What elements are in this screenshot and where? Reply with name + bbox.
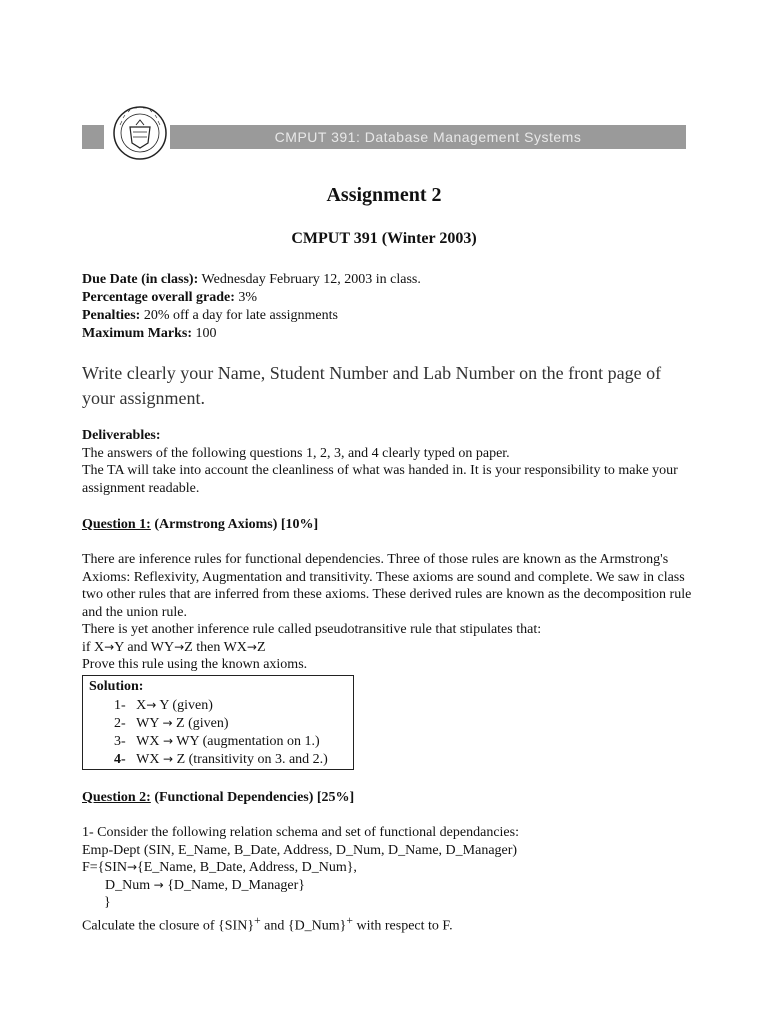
question-1-paragraph-2: There is yet another inference rule called pseudotransitive rule that stipulates that: bbox=[82, 622, 542, 637]
arrow-icon: → bbox=[163, 752, 174, 766]
assignment-meta bbox=[82, 271, 421, 343]
pseudotransitive-rule: if X→Y and WY→Z then WX→Z bbox=[82, 639, 266, 655]
question-1-title: (Armstrong Axioms) [10%] bbox=[150, 517, 319, 532]
solution-step-2: 2- WY → Z (given) bbox=[114, 716, 229, 731]
fd-close-brace: } bbox=[104, 895, 111, 910]
assignment-title: Assignment 2 bbox=[326, 184, 442, 206]
arrow-icon: → bbox=[174, 639, 185, 654]
deliverables-heading: Deliverables: bbox=[82, 428, 161, 443]
deliverables-line-1: The answers of the following questions 1, 2, 3, and 4 clearly typed on paper. bbox=[82, 445, 510, 461]
banner-left-block bbox=[82, 125, 104, 149]
arrow-icon: → bbox=[163, 734, 174, 748]
banner-main bbox=[170, 125, 686, 149]
instructions-note: Write clearly your Name, Student Number and Lab Number on the front page of your assignment. bbox=[82, 363, 662, 408]
question-2-body bbox=[82, 824, 702, 935]
solution-step-3: 3- WX → WY (augmentation on 1.) bbox=[114, 734, 320, 749]
solution-box bbox=[82, 675, 354, 770]
question-1-heading bbox=[82, 516, 702, 534]
question-2-intro: 1- Consider the following relation schema and set of functional dependancies: bbox=[82, 825, 519, 840]
deliverables-section bbox=[82, 427, 702, 497]
question-1-body bbox=[82, 551, 702, 674]
course-title: CMPUT 391 (Winter 2003) bbox=[291, 230, 477, 247]
question-1-label: Question 1: bbox=[82, 517, 151, 532]
solution-heading: Solution: bbox=[89, 679, 144, 694]
fd-line-1: F={SIN→{E_Name, B_Date, Address, D_Num}, bbox=[82, 860, 357, 875]
arrow-icon: → bbox=[104, 639, 115, 654]
relation-schema: Emp-Dept (SIN, E_Name, B_Date, Address, D_Num, D_Name, D_Manager) bbox=[82, 842, 518, 858]
banner-text: CMPUT 391: Database Management Systems bbox=[274, 129, 582, 145]
header-banner bbox=[82, 125, 686, 149]
question-2-title: (Functional Dependencies) [25%] bbox=[150, 790, 355, 805]
penalties-line: Penalties: 20% off a day for late assignments bbox=[82, 308, 338, 323]
deliverables-line-2: The TA will take into account the cleanliness of what was handed in. It is your responsibility to make your assignment readable. bbox=[82, 463, 678, 496]
due-date-line: Due Date (in class): Wednesday February 12, 2003 in class. bbox=[82, 272, 421, 287]
arrow-icon: → bbox=[246, 639, 257, 654]
solution-step-4: 4- WX → Z (transitivity on 3. and 2.) bbox=[114, 752, 328, 767]
arrow-icon: → bbox=[146, 698, 157, 712]
max-marks-line: Maximum Marks: 100 bbox=[82, 326, 217, 341]
question-2-heading bbox=[82, 789, 702, 807]
university-seal-icon bbox=[112, 105, 168, 161]
arrow-icon: → bbox=[126, 860, 138, 874]
fd-line-2: D_Num → {D_Name, D_Manager} bbox=[105, 877, 306, 893]
prove-instruction: Prove this rule using the known axioms. bbox=[82, 657, 308, 672]
question-2-label: Question 2: bbox=[82, 790, 151, 805]
question-1-paragraph: There are inference rules for functional dependencies. Three of those rules are known as the Armstrong's Axioms: Reflexivity, Augmentation and transitivity. These axioms are sound and complete. We saw in class two other rules that are inferred from these axioms. These derived rules are known as the decomposition rule and the union rule. bbox=[82, 552, 692, 620]
closure-instruction: Calculate the closure of {SIN}+ and {D_Num}+ with respect to F. bbox=[82, 913, 453, 934]
arrow-icon: → bbox=[162, 716, 173, 730]
solution-step-1: 1- X→ Y (given) bbox=[114, 698, 213, 713]
percentage-line: Percentage overall grade: 3% bbox=[82, 290, 258, 305]
arrow-icon: → bbox=[153, 877, 164, 892]
